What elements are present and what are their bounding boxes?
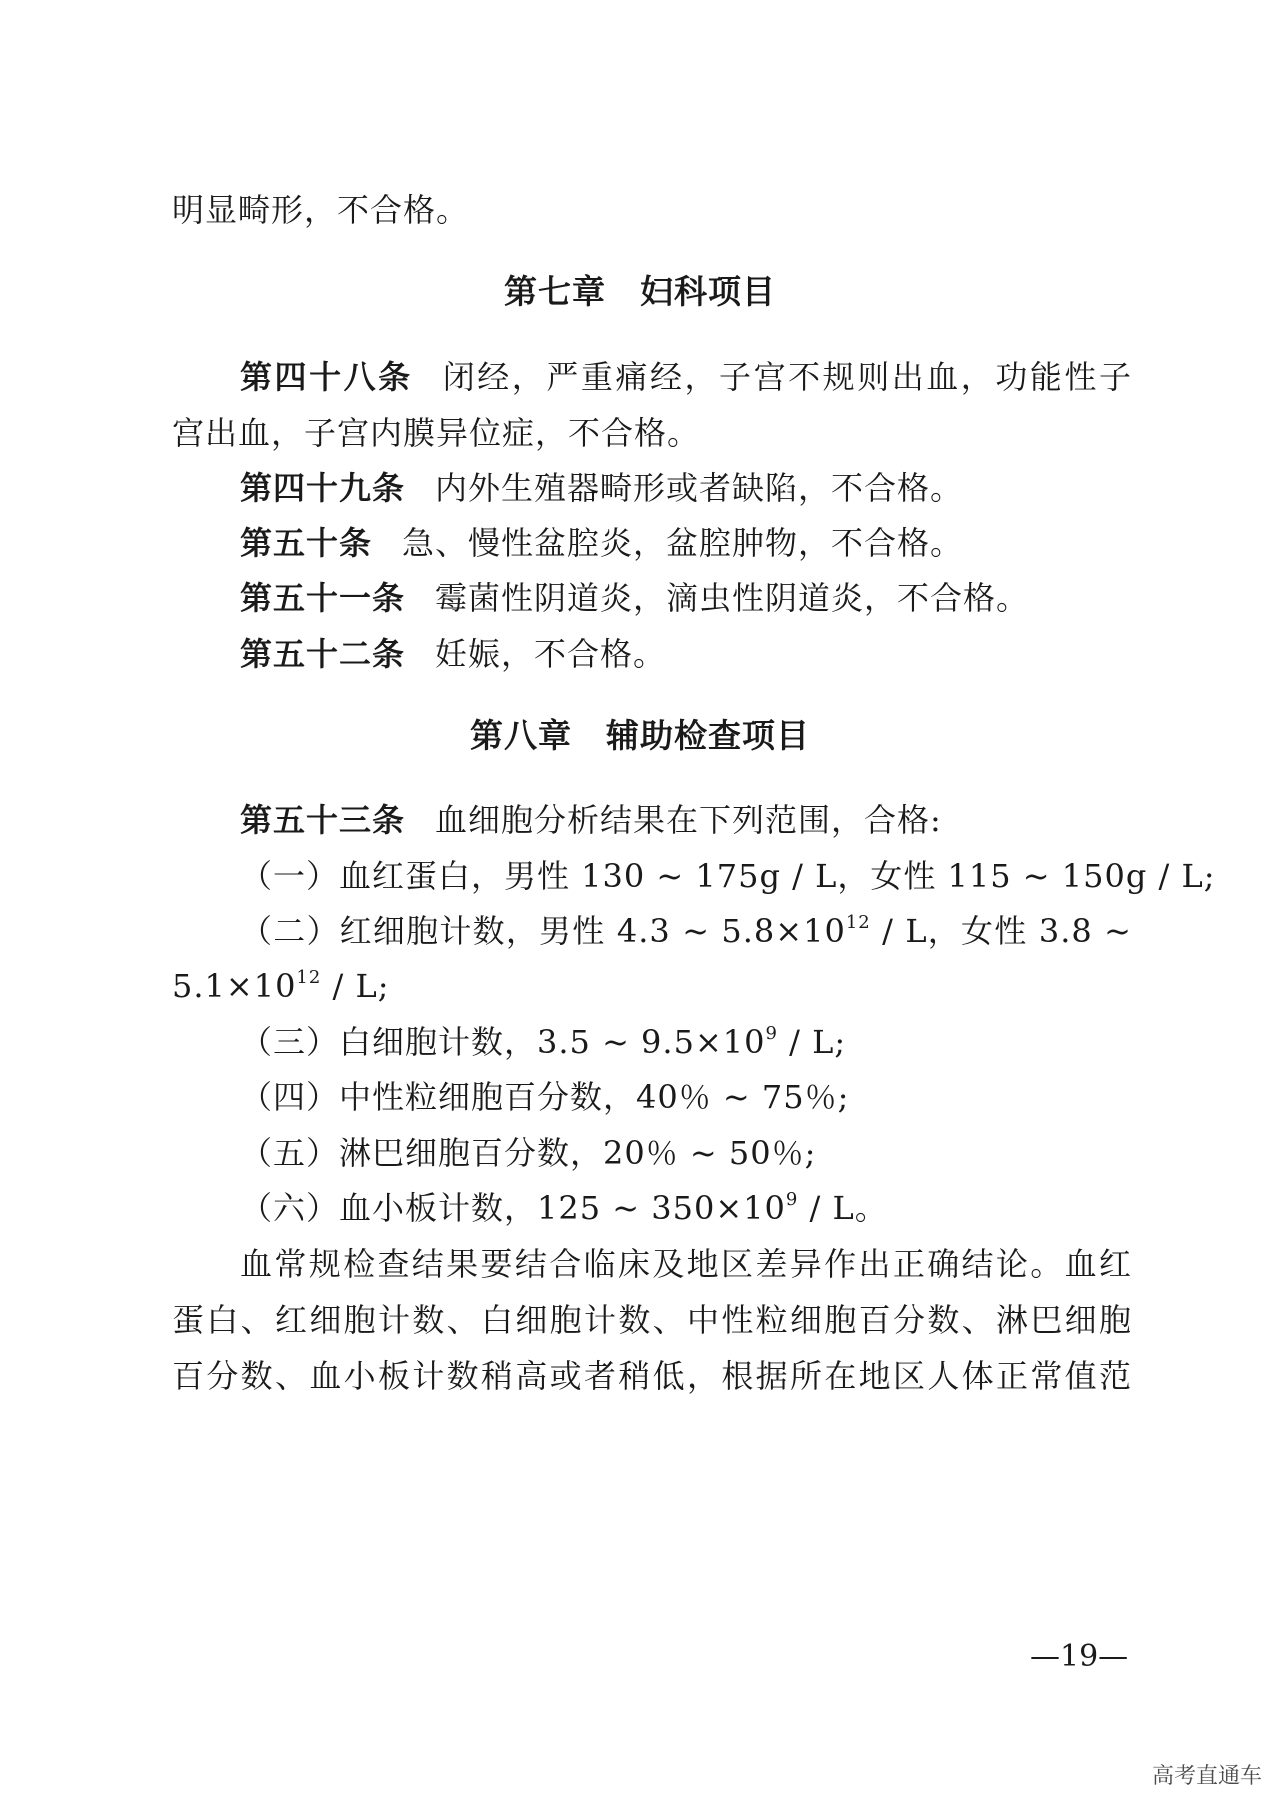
article-51-text: 霉菌性阴道炎，滴虫性阴道炎，不合格。 — [435, 579, 1030, 617]
article-49-text: 内外生殖器畸形或者缺陷，不合格。 — [435, 469, 964, 507]
item-platelet: （六）血小板计数，125 ~ $350\times 10^9$ ∕ L。 — [240, 1189, 888, 1227]
item-neutrophil: （四）中性粒细胞百分数，40％ ~ 75％; — [240, 1078, 850, 1116]
article-52 — [240, 634, 1132, 674]
watermark-text: 高考直通车 — [1151, 1764, 1262, 1789]
item-rbc-line2: $5.1\times 10^{12}$ ∕ L; — [172, 967, 390, 1005]
item-rbc-text: （二）红细胞计数，男性 4.3 ~ $5.8\times 10^{12}$ ∕ L，女性 3.8 ~ — [240, 912, 1132, 950]
article-52-label: 第五十二条 — [240, 635, 406, 673]
article-53-label: 第五十三条 — [240, 801, 406, 839]
article-50 — [240, 523, 1132, 563]
article-52-text: 妊娠，不合格。 — [435, 635, 667, 673]
article-49-label: 第四十九条 — [240, 469, 406, 507]
note-line2: 蛋白、红细胞计数、白细胞计数、中性粒细胞百分数、淋巴细胞 — [172, 1301, 1132, 1339]
item-rbc-line1 — [240, 911, 1132, 951]
article-51-label: 第五十一条 — [240, 579, 406, 617]
article-51 — [240, 578, 1132, 618]
article-49 — [240, 468, 1132, 508]
article-48-line1 — [240, 357, 1132, 397]
chapter-7-title: 妇科项目 — [640, 272, 776, 311]
item-wbc: （三）白细胞计数，3.5 ~ $9.5\times 10^9$ ∕ L; — [240, 1023, 847, 1061]
article-53-text: 血细胞分析结果在下列范围，合格: — [435, 801, 942, 839]
exponent: 9 — [785, 1189, 799, 1210]
exponent: 12 — [296, 967, 322, 988]
chapter-7-heading — [0, 271, 1280, 313]
chapter-7-number: 第七章 — [504, 272, 606, 311]
article-50-text: 急、慢性盆腔炎，盆腔肿物，不合格。 — [402, 524, 964, 562]
note-line3: 百分数、血小板计数稍高或者稍低，根据所在地区人体正常值范 — [172, 1357, 1132, 1395]
chapter-8-heading — [0, 715, 1280, 757]
article-48-text: 闭经，严重痛经，子宫不规则出血，功能性子 — [442, 358, 1132, 396]
continuation-text: 明显畸形，不合格。 — [172, 191, 470, 229]
exponent: 9 — [765, 1023, 778, 1044]
item-hemoglobin: （一）血红蛋白，男性 130 ~ 175g ∕ L，女性 115 ~ 150g ∕ L; — [240, 857, 1216, 895]
article-53 — [240, 800, 1132, 840]
item-lymphocyte: （五）淋巴细胞百分数，20％ ~ 50％; — [240, 1134, 817, 1172]
article-48-line2: 宫出血，子宫内膜异位症，不合格。 — [172, 414, 701, 452]
exponent: 12 — [845, 912, 871, 933]
chapter-8-number: 第八章 — [470, 716, 572, 755]
page-number: —19— — [1030, 1639, 1129, 1674]
article-48-label: 第四十八条 — [240, 358, 413, 396]
article-50-label: 第五十条 — [240, 524, 373, 562]
chapter-8-title: 辅助检查项目 — [606, 716, 810, 755]
note-line1: 血常规检查结果要结合临床及地区差异作出正确结论。血红 — [240, 1245, 1132, 1283]
